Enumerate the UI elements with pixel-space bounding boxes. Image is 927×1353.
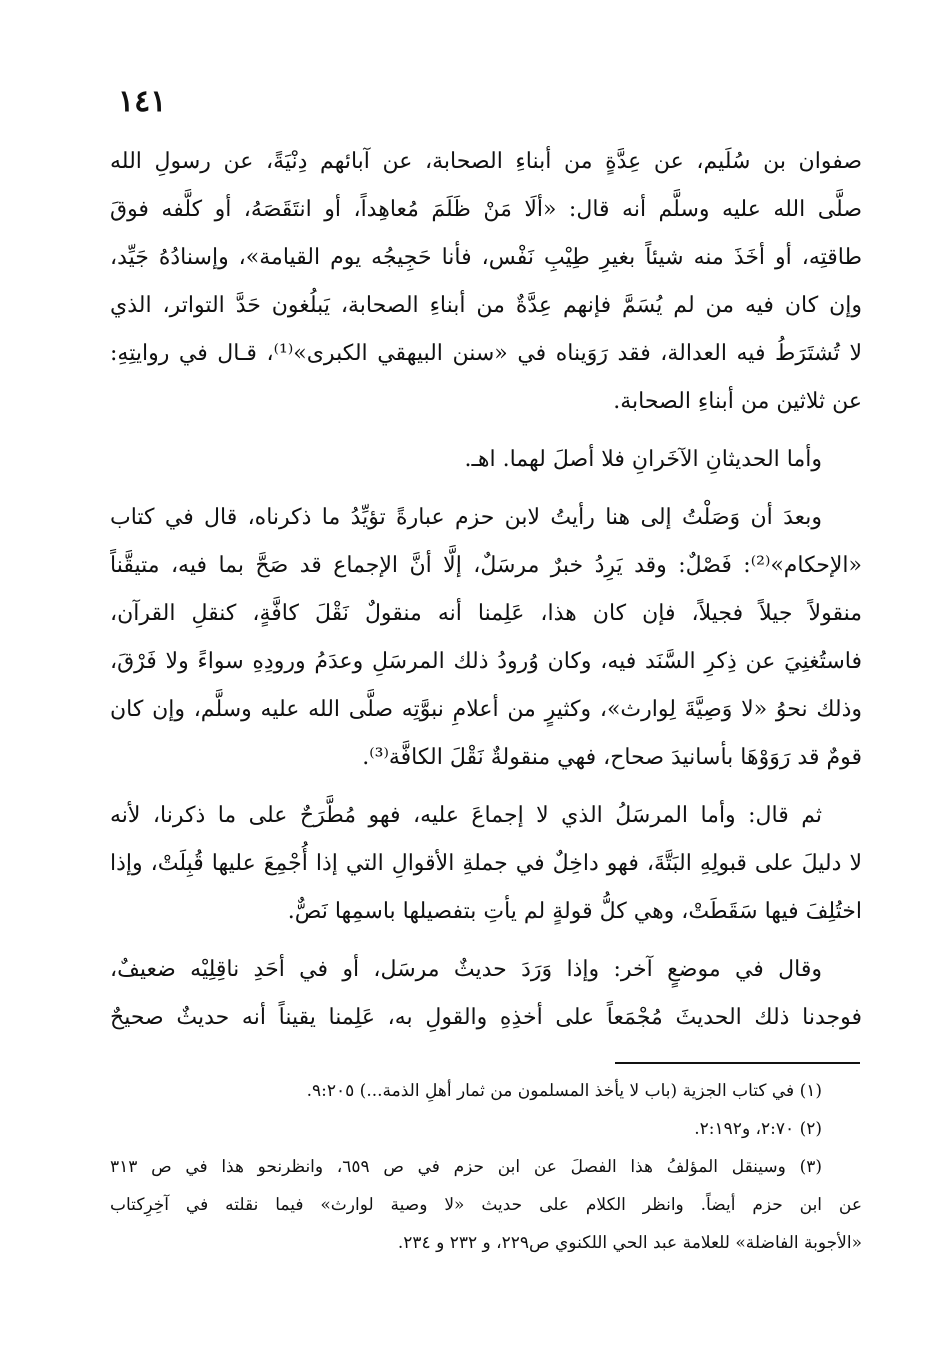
- paragraph: [110, 792, 862, 936]
- text-line: لا دليلَ على قبولِهِ البَتَّةَ، فهو داخِلٌ في جملةِ الأقوالِ التي إذا أُجْمِعَ عليها قُبِلَتْ، وإذا: [110, 851, 862, 876]
- footnote: (٢) ٢:٧٠، و٢:١٩٢.: [694, 1119, 822, 1139]
- text-line: قومٌ قد رَوَوْهَا بأسانيدَ صحاح، فهي منقولةٌ نَقْلَ الكافَّة⁽³⁾.: [362, 745, 862, 770]
- text-line: وقال في موضعٍ آخر: وإذا وَرَدَ حديثٌ مرسَل، أو في أحَدِ ناقِلِيْه ضعيفٌ،: [110, 957, 822, 982]
- text-line: طاقتِه، أو أخَذَ منه شيئاً بغيرِ طِيْبِ نَفْس، فأنا حَجِيجُه يوم القيامة»، وإسنادُهُ جَيِّد،: [110, 245, 862, 270]
- paragraph: [110, 436, 862, 484]
- text-line: عن ثلاثين من أبناءِ الصحابة.: [613, 389, 862, 414]
- footnote: (١) في كتاب الجزية (باب لا يأخذ المسلمون من ثمار أهلِ الذمة...) ٩:٢٠٥.: [306, 1081, 822, 1101]
- footnote: (٣) وسينقل المؤلفُ هذا الفصلَ عن ابن حزم في ص ٦٥٩، وانظرنحو هذا في ص ٣١٣: [110, 1157, 822, 1177]
- text-line: فاستُغنِيَ عن ذِكرِ السَّنَد فيه، وكان وُرودُ ذلك المرسَلِ وعدَمُ ورودِهِ سواءً ولا فَرْقَ،: [110, 649, 862, 674]
- text-line: وإن كان فيه من لم يُسَمَّ فإنهم عِدَّةٌ من أبناءِ الصحابة، يَبلُغون حَدَّ التواتر، الذي: [110, 293, 862, 318]
- paragraph: [110, 946, 862, 1042]
- body-text: [110, 138, 862, 1042]
- text-line: «الإحكام»⁽²⁾: فَصْلٌ: وقد يَرِدُ خبرٌ مرسَلٌ، إلَّا أنَّ الإجماع قد صَحَّ بما فيه، متيقَّناً: [110, 553, 862, 578]
- footnotes: [110, 1072, 862, 1262]
- page-number: ١٤١: [118, 84, 167, 119]
- text-line: ثم قال: وأما المرسَلُ الذي لا إجماعَ عليه، فهو مُطَّرَحٌ على ما ذكرنا، لأنه: [110, 803, 822, 828]
- text-line: صلَّى الله عليه وسلَّم أنه قال: «ألَا مَنْ ظَلَمَ مُعاهِداً، أو انتَقَصَهُ، أو كلَّفه فوقَ: [110, 197, 862, 222]
- text-line: وأما الحديثانِ الآخَرانِ فلا أصلَ لهما. اهـ.: [464, 447, 822, 472]
- text-line: اختُلِفَ فيها سَقَطَتْ، وهي كلُّ قولةٍ لم يأتِ بتفصيلها باسمِها نَصٌّ.: [287, 899, 862, 924]
- text-line: صفوان بن سُلَيم، عن عِدَّةٍ من أبناءِ الصحابة، عن آبائهم دِنْيَةً، عن رسولِ الله: [110, 149, 862, 174]
- text-line: وذلك نحوُ «لا وَصِيَّةَ لِوارث»، وكثيرٍ من أعلامِ نبوَّتِه صلَّى الله عليه وسلَّم، وإن كان: [110, 697, 862, 722]
- paragraph: [110, 494, 862, 782]
- text-line: منقولاً جيلاً فجيلاً، فإن كان هذا، عَلِمنا أنه منقولٌ نَقْلَ كافَّةٍ، كنقلِ القرآن،: [110, 601, 862, 626]
- text-line: وبعدَ أن وَصَلْتُ إلى هنا رأيتُ لابن حزم عبارةً تؤيِّدُ ما ذكرناه، قال في كتاب: [110, 505, 822, 530]
- footnote-continuation: «الأجوبة الفاضلة» للعلامة عبد الحي اللكنوي ص٢٢٩، و ٢٣٢ و ٢٣٤.: [397, 1233, 862, 1253]
- text-line: لا تُشتَرَطُ فيه العدالة، فقد رَوَيناه في «سنن البيهقي الكبرى»⁽¹⁾، قـال في روايتِهِ:: [110, 341, 862, 366]
- paragraph: [110, 138, 862, 426]
- text-line: فوجدنا ذلك الحديثَ مُجْمَعاً على أخذِهِ والقولِ به، عَلِمنا يقيناً أنه حديثٌ صحيحٌ: [110, 1005, 862, 1030]
- footnote-continuation: عن ابن حزم أيضاً. وانظر الكلام على حديث «لا وصية لوارث» فيما نقلته في آخِرِكتاب: [110, 1195, 862, 1215]
- footnote-separator: [615, 1062, 860, 1064]
